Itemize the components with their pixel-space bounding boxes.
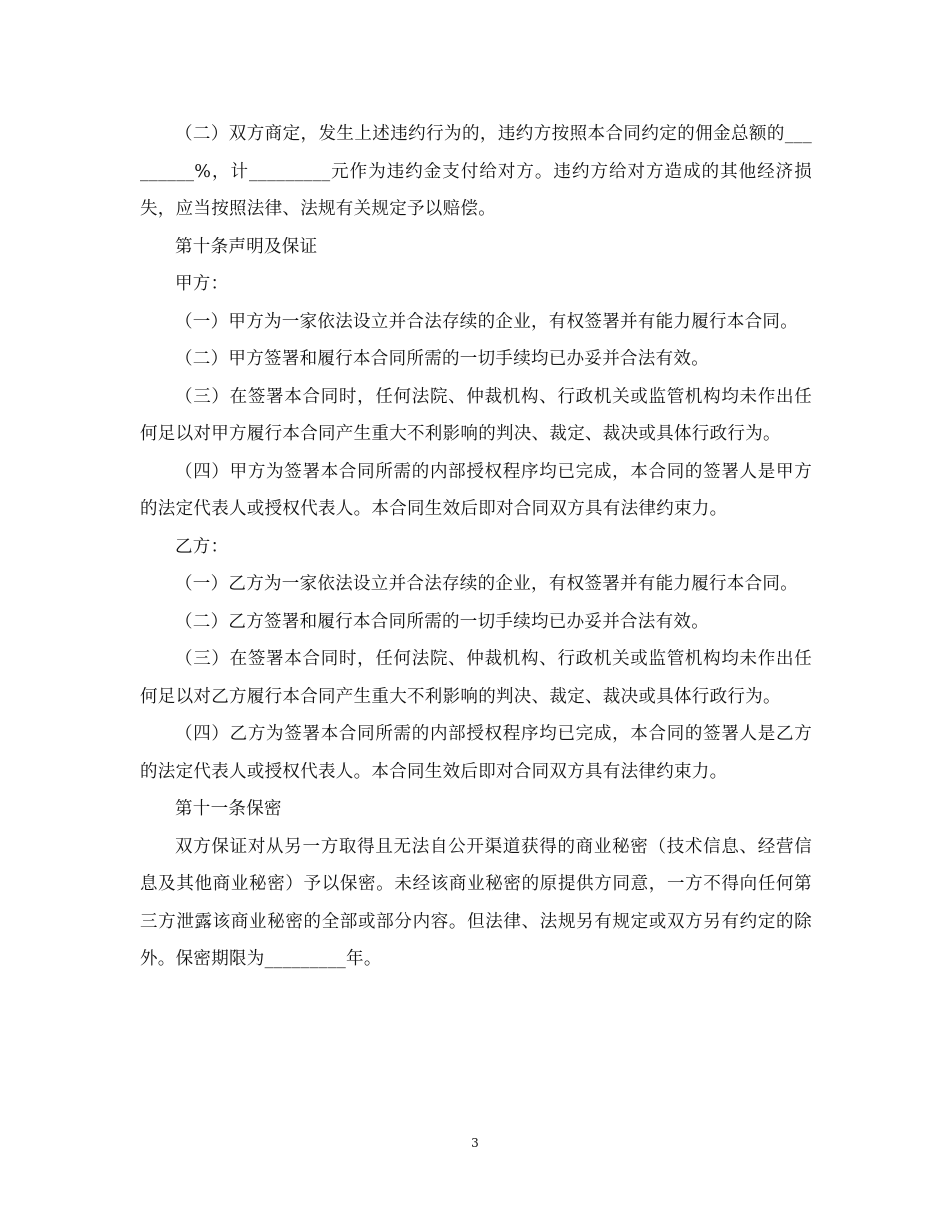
page-number: 3 — [471, 1136, 479, 1150]
clause-9-item-2-paragraph: （二）双方商定，发生上述违约行为的，违约方按照本合同约定的佣金总额的_________%，计_________元作为违约金支付给对方。违约方给对方造成的其他经济损失，应当按照法律、法规有关规定予以赔偿。 — [140, 124, 812, 219]
party-a-label: 甲方： — [175, 274, 229, 294]
clause-10-heading: 第十条声明及保证 — [175, 236, 318, 257]
confidentiality-paragraph: 双方保证对从另一方取得且无法自公开渠道获得的商业秘密（技术信息、经营信息及其他商业秘密）予以保密。未经该商业秘密的原提供方同意，一方不得向任何第三方泄露该商业秘密的全部或部分内容。但法律、法规另有规定或双方另有约定的除外。保密期限为_________年。 — [140, 836, 812, 969]
party-a-item-4: （四）甲方为签署本合同所需的内部授权程序均已完成，本合同的签署人是甲方的法定代表人或授权代表人。本合同生效后即对合同双方具有法律约束力。 — [140, 461, 812, 519]
party-b-item-4: （四）乙方为签署本合同所需的内部授权程序均已完成，本合同的签署人是乙方的法定代表人或授权代表人。本合同生效后即对合同双方具有法律约束力。 — [140, 724, 812, 782]
party-b-item-2: （二）乙方签署和履行本合同所需的一切手续均已办妥并合法有效。 — [175, 611, 709, 632]
party-a-item-1: （一）甲方为一家依法设立并合法存续的企业，有权签署并有能力履行本合同。 — [175, 311, 798, 332]
party-a-item-3: （三）在签署本合同时，任何法院、仲裁机构、行政机关或监管机构均未作出任何足以对甲方履行本合同产生重大不利影响的判决、裁定、裁决或具体行政行为。 — [140, 386, 812, 444]
clause-11-heading: 第十一条保密 — [175, 799, 282, 819]
party-b-label: 乙方： — [175, 536, 229, 557]
party-b-item-1: （一）乙方为一家依法设立并合法存续的企业，有权签署并有能力履行本合同。 — [175, 574, 798, 594]
party-a-item-2: （二）甲方签署和履行本合同所需的一切手续均已办妥并合法有效。 — [175, 349, 709, 369]
document-body — [140, 116, 812, 979]
party-b-item-3: （三）在签署本合同时，任何法院、仲裁机构、行政机关或监管机构均未作出任何足以对乙方履行本合同产生重大不利影响的判决、裁定、裁决或具体行政行为。 — [140, 649, 812, 707]
